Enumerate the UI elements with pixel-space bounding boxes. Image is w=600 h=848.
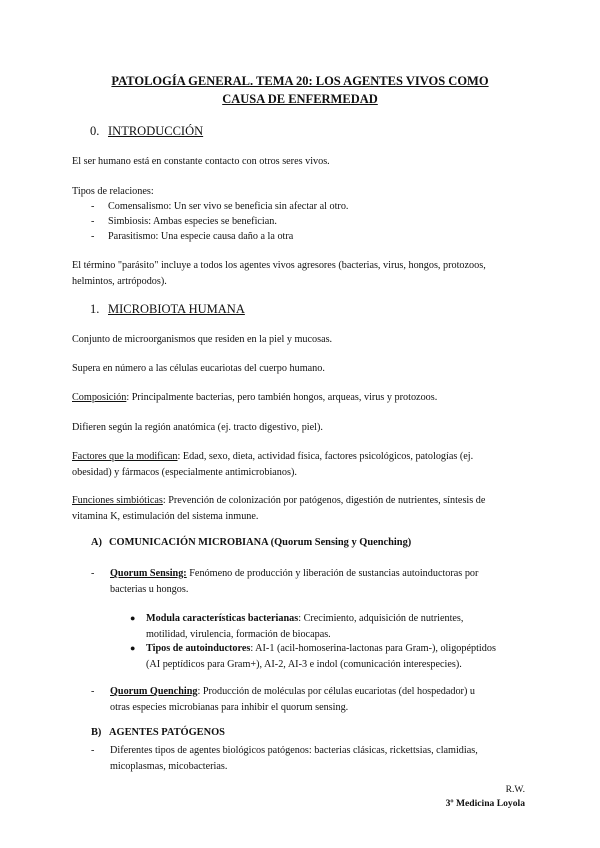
subsection-label: B) [91, 727, 102, 738]
bullet-icon: ● [130, 613, 136, 623]
factores-text-2: obesidad) y fármacos (especialmente antimicrobianos). [72, 466, 297, 478]
microbiota-definition: Conjunto de microorganismos que residen en la piel y mucosas. [72, 334, 333, 345]
document-title [60, 72, 540, 108]
list-dash: - [91, 216, 95, 227]
section-number: 1. [90, 302, 100, 316]
autoinductores-item [146, 641, 541, 672]
composicion-paragraph [72, 390, 532, 406]
subsection-heading-agentes [91, 727, 225, 738]
quorum-quenching-item [110, 684, 540, 715]
subsection-title: AGENTES PATÓGENOS [109, 727, 225, 738]
quorum-quenching-label: Quorum Quenching [110, 686, 198, 697]
footer-initials: R.W. [505, 784, 525, 795]
funciones-label: Funciones simbióticas [72, 495, 163, 506]
list-dash: - [91, 201, 95, 212]
title-line-1: PATOLOGÍA GENERAL. TEMA 20: LOS AGENTES VIVOS COMO [111, 74, 489, 88]
subsection-label: A) [91, 537, 102, 548]
footer-course: 3º Medicina Loyola [445, 798, 525, 809]
section-heading-microbiota [90, 302, 245, 317]
bullet-icon: ● [130, 643, 136, 653]
parasito-line-1: El término "parásito" incluye a todos los agentes vivos agresores (bacterias, virus, hongos, protozoos, [72, 260, 486, 271]
subsection-heading-comunicacion [91, 537, 411, 548]
autoinductores-label: Tipos de autoinductores [146, 643, 251, 654]
agentes-item [110, 743, 540, 774]
modula-item [146, 611, 541, 642]
composicion-label: Composición [72, 392, 127, 403]
quorum-sensing-label: Quorum Sensing: [110, 568, 187, 579]
title-line-2: CAUSA DE ENFERMEDAD [222, 92, 378, 106]
parasito-paragraph [72, 258, 532, 289]
section-title: MICROBIOTA HUMANA [108, 302, 245, 316]
modula-label: Modula características bacterianas [146, 613, 299, 624]
region-paragraph: Difieren según la región anatómica (ej. tracto digestivo, piel). [72, 422, 323, 433]
microbiota-number: Supera en número a las células eucariotas del cuerpo humano. [72, 363, 325, 374]
list-dash: - [91, 568, 95, 579]
funciones-paragraph [72, 493, 532, 524]
agentes-text-2: micoplasmas, micobacterias. [110, 760, 228, 772]
list-item-parasitismo: Parasitismo: Una especie causa daño a la otra [108, 231, 294, 242]
list-dash: - [91, 231, 95, 242]
quorum-sensing-item [110, 566, 540, 597]
funciones-text-2: vitamina K, estimulación del sistema inmune. [72, 510, 259, 522]
quorum-quenching-text-2: otras especies microbianas para inhibir el quorum sensing. [110, 701, 349, 713]
factores-text-1: : Edad, sexo, dieta, actividad física, factores psicológicos, patologías (ej. [177, 451, 474, 462]
intro-paragraph: El ser humano está en constante contacto con otros seres vivos. [72, 156, 330, 167]
section-heading-introduccion [90, 124, 203, 139]
composicion-text: : Principalmente bacterias, pero también hongos, arqueas, virus y protozoos. [126, 392, 438, 403]
quorum-sensing-text-2: bacterias u hongos. [110, 583, 189, 595]
factores-label: Factores que la modifican [72, 451, 178, 462]
section-number: 0. [90, 124, 100, 138]
list-item-comensalismo: Comensalismo: Un ser vivo se beneficia sin afectar al otro. [108, 201, 349, 212]
autoinductores-text-1: : AI-1 (acil-homoserina-lactonas para Gram-), oligopéptidos [250, 643, 496, 654]
list-dash: - [91, 745, 95, 756]
quorum-quenching-text-1: : Producción de moléculas por células eucariotas (del hospedador) u [197, 686, 475, 697]
subsection-title: COMUNICACIÓN MICROBIANA (Quorum Sensing y Quenching) [109, 537, 412, 548]
page-footer [446, 783, 525, 811]
section-title: INTRODUCCIÓN [108, 124, 204, 138]
list-dash: - [91, 686, 95, 697]
factores-paragraph [72, 449, 532, 480]
modula-text-2: motilidad, virulencia, formación de biocapas. [146, 628, 331, 640]
list-item-simbiosis: Simbiosis: Ambas especies se benefician. [108, 216, 277, 227]
agentes-text-1: Diferentes tipos de agentes biológicos patógenos: bacterias clásicas, rickettsias, clamidias, [110, 745, 478, 756]
funciones-text-1: : Prevención de colonización por patógenos, digestión de nutrientes, síntesis de [162, 495, 486, 506]
parasito-line-2: helmintos, artrópodos). [72, 275, 167, 287]
quorum-sensing-text-1: Fenómeno de producción y liberación de sustancias autoinductoras por [186, 568, 479, 579]
modula-text-1: : Crecimiento, adquisición de nutrientes, [298, 613, 464, 624]
tipos-title: Tipos de relaciones: [72, 186, 154, 197]
autoinductores-text-2: (AI peptídicos para Gram+), AI-2, AI-3 e indol (comunicación interespecies). [146, 658, 462, 670]
